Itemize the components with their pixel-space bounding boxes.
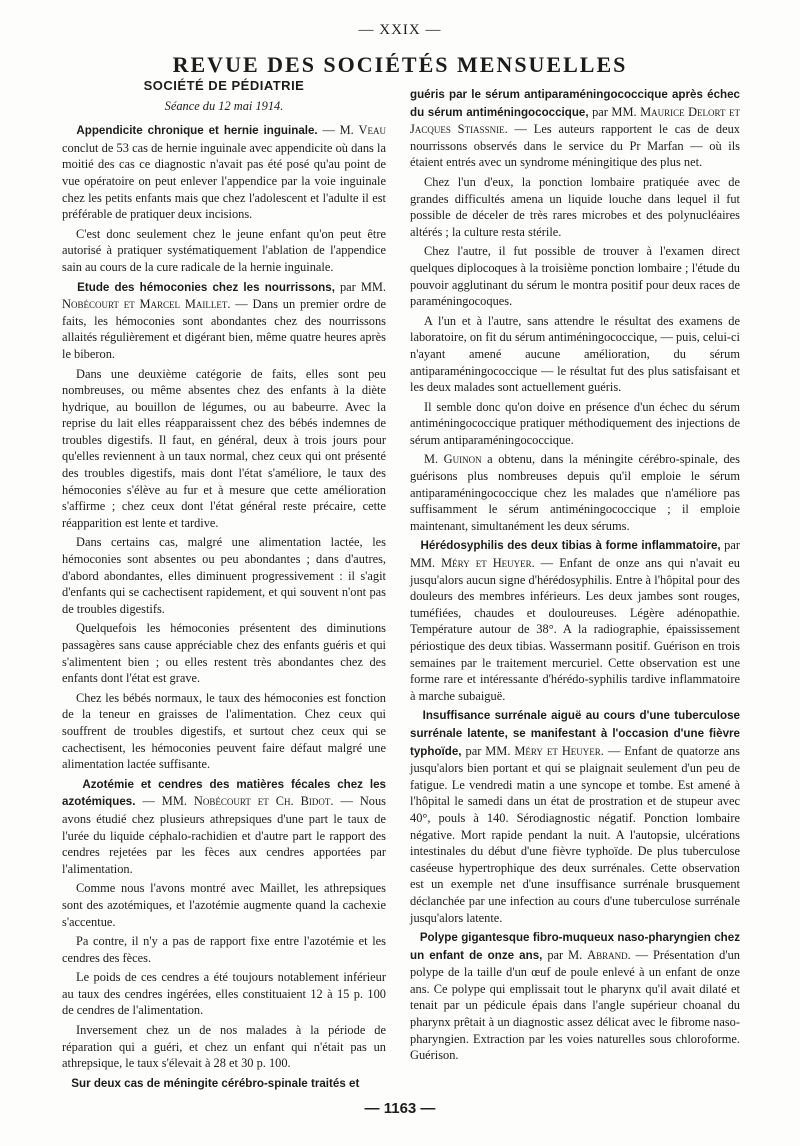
paragraph: Chez l'autre, il fut possible de trouver à l'examen direct quelques diplocoques à la troisième ponction lombaire ; l'étude du pouvoir agglutinant du sérum le montra positif pour deux races de paraméningocoques. (410, 244, 740, 309)
article-heredosyphilis: Hérédosyphilis des deux tibias à forme inflammatoire, par MM. Méry et Heuyer. — Enfant de onze ans qui n'avait eu jusqu'alors aucun signe d'hérédosyphilis. Entre à l'hôpital pour des douleurs des membres inférieurs. Les deux jambes sont rouges, tuméfiées, chaudes et douloureuses. Légère adénopathie. Température autour de 38°. A la radiographie, épaississement périostique des deux tibias. Wassermann positif. Guérison en trois semaines par le traitement mercuriel. Cette observation est une forme rare et intéressante d'hérédo-syphilis tardive inflammatoire à marche subaiguë. (410, 538, 741, 703)
page-title: REVUE DES SOCIÉTÉS MENSUELLES (172, 52, 628, 77)
article-azotemie: Azotémie et cendres des matières fécales chez les azotémiques. — MM. Nobécourt et Ch. Bidot. — Nous avons étudié chez plusieurs athrepsiques d'une part le taux de l'urée du liquide céphalo-rachidien et d'autre part le rapport des cendres rejetées par les fèces aux cendres apportées par l'alimentation. (62, 777, 387, 876)
article-meningite-start (62, 1075, 386, 1093)
running-head: — XXIX — (358, 22, 442, 38)
article-heading: Hérédosyphilis des deux tibias à forme inflammatoire, (420, 539, 721, 553)
paragraph: Chez l'un d'eux, la ponction lombaire pratiquée avec de grandes difficultés amena un liquide louche dans lequel il fut possible de déceler de très rares microbes et des polynucléaires altérés ; la culture resta stérile. (410, 174, 740, 239)
article-heading: Sur deux cas de méningite cérébro-spinale traités et (71, 1076, 360, 1090)
author-name: Nobécourt et Ch. Bidot (193, 794, 331, 809)
author-name: Méry et Heuyer (514, 743, 601, 758)
article-appendicite: Appendicite chronique et hernie inguinale. — M. Veau conclut de 53 cas de hernie inguinale avec appendicite où dans la moitié des cas ce diagnostic n'avait pas été posé qu'au point de vue opératoire on peut enlever l'appendice par la voie inguinale chez les petits enfants mais que chez l'adolescent et l'adulte il est préférable de pratiquer deux incisions. (62, 123, 386, 222)
article-heading: Insuffisance surrénale aiguë au cours d'une tuberculose surrénale latente, se manifestant à l'occasion d'une fièvre typhoïde, (410, 709, 740, 758)
author-name: M. Guinon (424, 452, 482, 467)
session-date: Séance du 12 mai 1914. (164, 98, 284, 113)
paragraph: Dans une deuxième catégorie de faits, elles sont peu nombreuses, ou même absentes chez des enfants à la diète hydrique, au bouillon de légumes, ou au babeurre. Avec la reprise du lait elles réapparaissent chez des bébés indemnes de troubles digestifs. Il faut, en général, deux à trois jours pour qu'elles reviennent à un taux normal, chez ceux qui ont présenté des troubles digestifs, mais dont l'état s'améliore, le taux des hémoconies s'élève au fur et à mesure que cette amélioration s'affirme ; chez ceux dont l'état général reste précaire, cette réapparition est lente et tardive. (62, 366, 386, 530)
article-polype: Polype gigantesque fibro-muqueux naso-pharyngien chez un enfant de onze ans, par M. Abrand. — Présentation d'un polype de la taille d'un œuf de poule enlevé à un enfant de onze ans. Ce polype qui emplissait tout le pharynx qu'il avait dilaté et tenait par un pédicule épais dans l'angle supérieur choanal du pharynx prêtait à un diagnostic assez délicat avec le fibrome naso-pharyngien. Extraction par les voies naturelles sous chloroforme. Guérison. (410, 931, 741, 1063)
article-heading: Appendicite chronique et hernie inguinale. (76, 124, 318, 138)
paragraph: Quelquefois les hémoconies présentent des diminutions passagères sans cause appréciable chez des enfants guéris et qui s'alimentent bien ; ou elles restent très abondantes chez des enfants dont l'état est grave. (62, 621, 386, 686)
article-insuffisance-surrenale: Insuffisance surrénale aiguë au cours d'une tuberculose surrénale latente, se manifestant à l'occasion d'une fièvre typhoïde, par MM. Méry et Heuyer. — Enfant de quatorze ans jusqu'alors bien portant et qui se plaignait seulement d'un peu de fatigue. Le vendredi matin a une syncope et tombe. Est amené à l'hôpital le samedi dans un état de prostration et de stupeur avec 40°, pouls à 140. Sérodiagnostic négatif. Ponction lombaire négative. Mort rapide pendant la nuit. A l'autopsie, ulcérations intestinales du début d'une fièvre typhoïde. De plus tuberculose caséeuse hypertrophique des deux surrénales. Cette observation est un exemple net d'une insuffisance surrénale brusquement déclanchée par une infection au cours d'une tuberculose surrénale jusqu'alors latente. (410, 709, 741, 925)
author-name: Veau (358, 123, 386, 138)
page-number: — 1163 — (364, 1100, 436, 1117)
article-heading: Azotémie et cendres des matières fécales chez les azotémiques. (62, 777, 387, 809)
article-heading: Etude des hémoconies chez les nourrissons, (77, 280, 335, 294)
left-column (62, 78, 386, 1095)
paragraph: Dans certains cas, malgré une alimentation lactée, les hémoconies sont absentes ou peu abondantes ; dans d'autres, d'abord abondantes, elles diminuent progressivement : il s'agit d'enfants qui se cachectisent rapidement, et qui souvent n'ont pas de troubles digestifs. (62, 535, 386, 616)
article-meningite: guéris par le sérum antiparaméningococcique après échec du sérum antiméningococcique, par MM. Maurice Delort et Jacques Stiassnie. — Les auteurs rapportent le cas de deux nourrissons observés dans le service du Pr Marfan — où ils étaient entrés avec un syndrome méningitique des plus net. (410, 88, 740, 170)
right-column (410, 86, 740, 1067)
author-name: Maurice Delort et Jacques Stiassnie (410, 104, 740, 137)
paragraph: Pa contre, il n'y a pas de rapport fixe entre l'azotémie et les cendres des fèces. (62, 934, 386, 965)
society-heading: SOCIÉTÉ DE PÉDIATRIE (143, 78, 305, 93)
paragraph: A l'un et à l'autre, sans attendre le résultat des examens de laboratoire, on fit du sérum antiméningococcique, — puis, celui-ci n'ayant amené aucune amélioration, du sérum antiparaméningococcique — le résultat fut des plus satisfaisant et les deux malades sont actuellement guéris. (410, 313, 740, 395)
author-name: Abrand (587, 947, 628, 962)
paragraph: Inversement chez un de nos malades à la période de réparation qui a guéri, et chez un enfant qui n'était pas un athrepsique, le taux s'élevait à 28 et 30 p. 100. (62, 1023, 386, 1071)
paragraph: Comme nous l'avons montré avec Maillet, les athrepsiques sont des azotémiques, et l'azotémie augmente quand la cachexie s'accentue. (62, 881, 386, 929)
article-heading: guéris par le sérum antiparaméningococcique après échec du sérum antiméningococcique, (410, 88, 740, 119)
paragraph: Le poids de ces cendres a été toujours notablement inférieur au taux des cendres ingérées, elles constituaient 12 à 15 p. 100 de cendres de l'alimentation. (62, 970, 386, 1018)
paragraph: Chez les bébés normaux, le taux des hémoconies est fonction de la teneur en graisses de l'alimentation. Chez ceux qui souffrent de troubles digestifs, et surtout chez ceux qui se cachectisent, les hémoconies peuvent faire défaut malgré une alimentation lactée suffisante. (62, 690, 386, 772)
author-name: Nobécourt et Marcel Maillet (62, 297, 228, 312)
paragraph: M. Guinon a obtenu, dans la méningite cérébro-spinale, des guérisons plus nombreuses depuis qu'il emploie le sérum antiparaméningococcique chez les malades que n'améliore pas suffisamment le sérum antiméningococcique ; il emploie maintenant, simultanément les deux sérums. (410, 452, 740, 533)
paragraph: C'est donc seulement chez le jeune enfant qu'on peut être autorisé à pratiquer systématiquement l'ablation de l'appendice sain au cours de la cure radicale de la hernie inguinale. (62, 226, 386, 274)
article-hemoconies: Etude des hémoconies chez les nourrissons, par MM. Nobécourt et Marcel Maillet. — Dans un premier ordre de faits, les hémoconies sont abondantes chez des nourrissons allaités régulièrement et digérant bien, même quatre heures après le biberon. (62, 279, 386, 361)
author-name: Méry et Heuyer (441, 556, 532, 571)
article-heading: Polype gigantesque fibro-muqueux naso-pharyngien chez un enfant de onze ans, (410, 931, 741, 962)
paragraph: Il semble donc qu'on doive en présence d'un échec du sérum antiméningococcique pratiquer méthodiquement des injections de sérum antiparaméningococcique. (410, 399, 740, 447)
